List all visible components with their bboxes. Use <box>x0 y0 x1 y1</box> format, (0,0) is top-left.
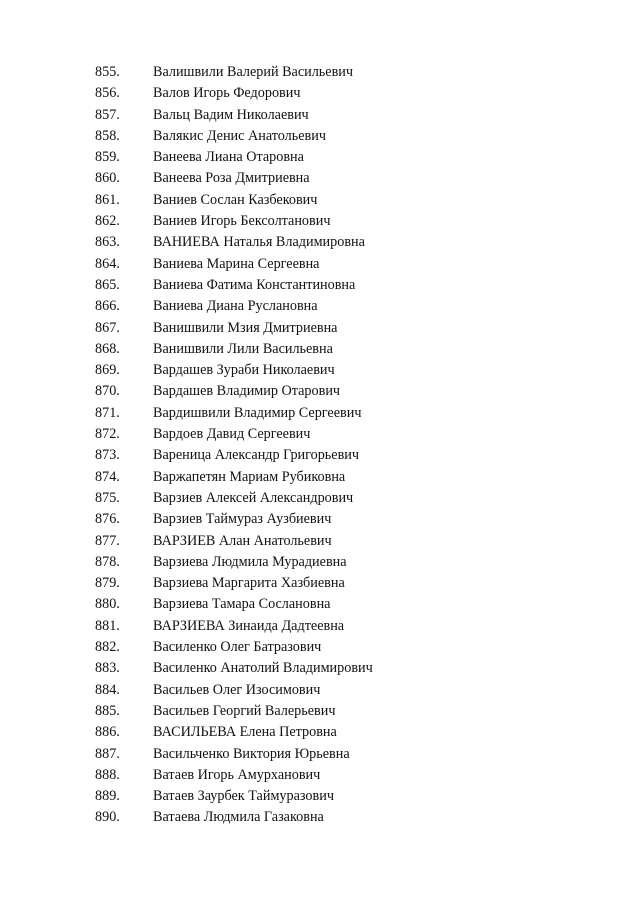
entry-number: 873. <box>95 447 120 464</box>
entry-name: Варзиева Тамара Сослановна <box>153 596 331 613</box>
entry-name: ВАРЗИЕВА Зинаида Дадтеевна <box>153 617 345 634</box>
list-item <box>95 105 373 126</box>
entry-name: Валякис Денис Анатольевич <box>153 127 326 144</box>
entry-name: Василенко Анатолий Владимирович <box>153 660 373 677</box>
entry-number: 858. <box>95 127 120 144</box>
entry-number: 875. <box>95 489 120 506</box>
entry-name: Валов Игорь Федорович <box>153 85 301 102</box>
list-item <box>95 594 373 615</box>
list-item <box>95 403 373 424</box>
entry-number: 860. <box>95 170 120 187</box>
list-item <box>95 445 373 466</box>
entry-name: Ванишвили Лили Васильевна <box>153 340 333 357</box>
list-item <box>95 296 373 317</box>
list-item <box>95 190 373 211</box>
entry-number: 887. <box>95 745 120 762</box>
list-item <box>95 488 373 509</box>
entry-name: Ваниев Сослан Казбекович <box>153 191 318 208</box>
list-item <box>95 807 373 828</box>
list-item <box>95 509 373 530</box>
entry-number: 877. <box>95 532 120 549</box>
entry-name: Ваниева Диана Руслановна <box>153 298 318 315</box>
entry-name: Ватаева Людмила Газаковна <box>153 809 324 826</box>
entry-name: Варжапетян Мариам Рубиковна <box>153 468 346 485</box>
entry-name: Вардишвили Владимир Сергеевич <box>153 404 362 421</box>
list-item <box>95 83 373 104</box>
entry-name: Вардоев Давид Сергеевич <box>153 426 311 443</box>
entry-name: Ванеева Лиана Отаровна <box>153 149 304 166</box>
list-item <box>95 424 373 445</box>
list-item <box>95 573 373 594</box>
entry-name: Варзиева Маргарита Хазбиевна <box>153 575 345 592</box>
entry-name: Василенко Олег Батразович <box>153 639 322 656</box>
entry-number: 889. <box>95 788 120 805</box>
entry-name: Вардашев Зураби Николаевич <box>153 362 335 379</box>
list-item <box>95 680 373 701</box>
list-item <box>95 126 373 147</box>
list-item <box>95 722 373 743</box>
list-item <box>95 381 373 402</box>
list-item <box>95 254 373 275</box>
list-item <box>95 232 373 253</box>
entry-number: 866. <box>95 298 120 315</box>
entry-name: Варзиева Людмила Мурадиевна <box>153 553 347 570</box>
entry-number: 882. <box>95 639 120 656</box>
entry-number: 888. <box>95 766 120 783</box>
entry-number: 878. <box>95 553 120 570</box>
entry-name: Васильев Георгий Валерьевич <box>153 702 336 719</box>
entry-number: 855. <box>95 64 120 80</box>
entry-number: 869. <box>95 362 120 379</box>
list-item <box>95 467 373 488</box>
entry-name: Ваниева Фатима Константиновна <box>153 276 356 293</box>
list-item <box>95 637 373 658</box>
entry-name: Ватаев Игорь Амурханович <box>153 766 321 783</box>
entry-name: Вардашев Владимир Отарович <box>153 383 341 400</box>
list-item <box>95 701 373 722</box>
list-item <box>95 616 373 637</box>
entry-name: ВАНИЕВА Наталья Владимировна <box>153 234 365 251</box>
entry-number: 874. <box>95 468 120 485</box>
entry-name: Васильев Олег Изосимович <box>153 681 321 698</box>
entry-name: Варзиев Алексей Александрович <box>153 489 354 506</box>
entry-number: 856. <box>95 85 120 102</box>
entry-number: 868. <box>95 340 120 357</box>
entry-number: 884. <box>95 681 120 698</box>
entry-number: 865. <box>95 276 120 293</box>
entry-number: 859. <box>95 149 120 166</box>
entry-name: ВАРЗИЕВ Алан Анатольевич <box>153 532 332 549</box>
list-item <box>95 531 373 552</box>
list-item <box>95 275 373 296</box>
entry-number: 864. <box>95 255 120 272</box>
entry-name: Ваниев Игорь Бексолтанович <box>153 213 331 230</box>
list-item <box>95 211 373 232</box>
entry-number: 870. <box>95 383 120 400</box>
entry-number: 879. <box>95 575 120 592</box>
list-item <box>95 360 373 381</box>
list-item <box>95 147 373 168</box>
list-item <box>95 744 373 765</box>
list-item <box>95 552 373 573</box>
entry-number: 863. <box>95 234 120 251</box>
list-item <box>95 786 373 807</box>
entry-name: Ванишвили Мзия Дмитриевна <box>153 319 338 336</box>
entry-number: 885. <box>95 702 120 719</box>
entry-name: Ванеева Роза Дмитриевна <box>153 170 310 187</box>
list-item <box>95 168 373 189</box>
entry-name: Вальц Вадим Николаевич <box>153 106 309 123</box>
list-item <box>95 62 373 83</box>
entry-number: 867. <box>95 319 120 336</box>
entry-number: 876. <box>95 511 120 528</box>
entry-name: Варзиев Таймураз Аузбиевич <box>153 511 332 528</box>
entry-name: Васильченко Виктория Юрьевна <box>153 745 350 762</box>
entry-number: 890. <box>95 809 120 826</box>
entry-number: 861. <box>95 191 120 208</box>
name-list <box>95 62 373 829</box>
entry-number: 886. <box>95 724 120 741</box>
list-item <box>95 318 373 339</box>
list-item <box>95 339 373 360</box>
entry-number: 883. <box>95 660 120 677</box>
entry-name: Вареница Александр Григорьевич <box>153 447 359 464</box>
entry-number: 872. <box>95 426 120 443</box>
entry-number: 881. <box>95 617 120 634</box>
entry-name: Ваниева Марина Сергеевна <box>153 255 320 272</box>
entry-number: 880. <box>95 596 120 613</box>
entry-name: Валишвили Валерий Васильевич <box>153 64 354 80</box>
entry-name: ВАСИЛЬЕВА Елена Петровна <box>153 724 337 741</box>
entry-number: 871. <box>95 404 120 421</box>
entry-number: 857. <box>95 106 120 123</box>
entry-name: Ватаев Заурбек Таймуразович <box>153 788 334 805</box>
entry-number: 862. <box>95 213 120 230</box>
list-item <box>95 765 373 786</box>
list-item <box>95 658 373 679</box>
